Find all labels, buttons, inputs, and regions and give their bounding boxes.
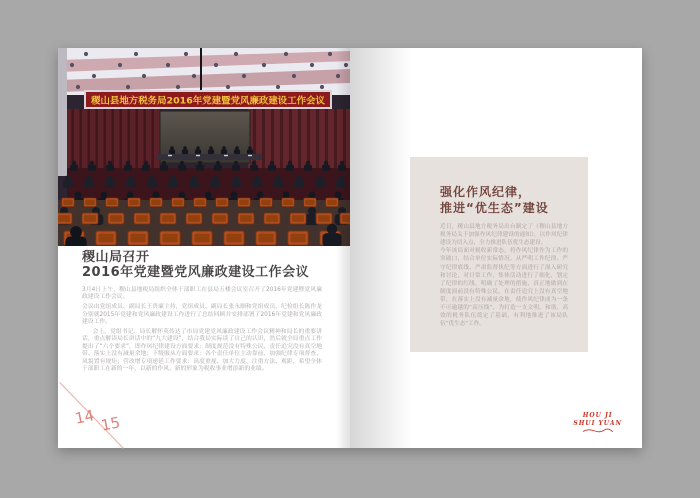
article-paragraph: 3月4日上午，稷山县地税局组织全体干部职工在县局五楼会议室召开了2016年党建暨党风廉政建设工作会议。	[82, 287, 322, 301]
article-title	[82, 250, 332, 280]
head-table	[158, 154, 262, 160]
banner-text: 稷山县地方税务局2016年党建暨党风廉政建设工作会议	[91, 96, 315, 107]
feature-box-title-line1: 强化作风纪律，	[440, 185, 532, 199]
article-paragraph: 会上，党组书记、局长解怀英传达了市局党建党风廉政建设工作会议精神和局长的重要讲话，重点解读局长讲话中的“九大建设”，结合我局实际谈了自己的认识，然后就全局重点工作提出了“六个要求”，即作风纪律建设方面要求：制度规范没有特殊公民、责任追究没有真空地带、落实上没有减量余地；下级服从方面要求：各个责任单位主动靠前、加强纪律专项督查、风貌置有规矩；营改增专项递延工作要求：高度重视、加大力度、注重方法、观距，希望全体干部职工在新的一年，以新的作风、新的形象为税收事业增添新的业绩。	[82, 329, 322, 373]
feature-box-body	[440, 223, 568, 328]
feature-box-paragraph: 今年该局面对税收新常态，将作风纪律作为工作的突破口，结合单位实际情况，从严明工作纪律、严守纪律底线、严肃监督执纪等方面进行了深入研究和讨论，对日常工作、集体活动进行了细化，划定了纪律的红线，明确了处理的措施，真正地做到在制度面前没有特殊公民，在责任追究上没有真空地带，在落实上没有减量余地，使作风纪律成为一条不可逾越的“高压线”，为打造一支文明、和谐、高效的税务队伍奠定了基础，有利地推进了该局队伍“优生态”工作。	[440, 248, 568, 328]
page-number-right: 15	[99, 413, 122, 435]
page-number-left: 14	[73, 406, 96, 428]
feature-box-paragraph: 近日，稷山县地方税务局出台制定了《稷山县地方税务局关于加强作风纪律建设的通知》，以作风纪律建设为切入点，全力推进队伍优生态建设。	[440, 224, 568, 247]
feature-box	[410, 157, 588, 352]
journal-mark-line1: HOU JI	[582, 412, 613, 419]
article-paragraph: 会议由党组成员、副局长王贵廉主持，党组成员、副局长张永顺和党组成员、纪检组长陈作龙分别就2015年党建和党风廉政建设工作进行了总结回顾并安排部署了2016年党建和党风廉政建设工作。	[82, 304, 322, 326]
right-page	[350, 48, 642, 448]
open-spread	[58, 48, 642, 448]
article-body	[82, 287, 322, 376]
chair-row-3	[64, 231, 340, 245]
article-title-line1: 稷山局召开	[82, 250, 150, 265]
conference-photo	[58, 48, 350, 246]
feature-box-title-line2: 推进“优生态”建设	[440, 200, 549, 215]
feature-box-title	[440, 185, 578, 216]
conference-photo-graphic	[58, 48, 350, 246]
left-page	[58, 48, 350, 448]
journal-mark-line2: SHUI YUAN	[573, 419, 622, 427]
flourish-icon	[582, 428, 614, 433]
article-title-line2: 2016年党建暨党风廉政建设工作会议	[82, 265, 310, 280]
journal-mark	[573, 412, 622, 433]
